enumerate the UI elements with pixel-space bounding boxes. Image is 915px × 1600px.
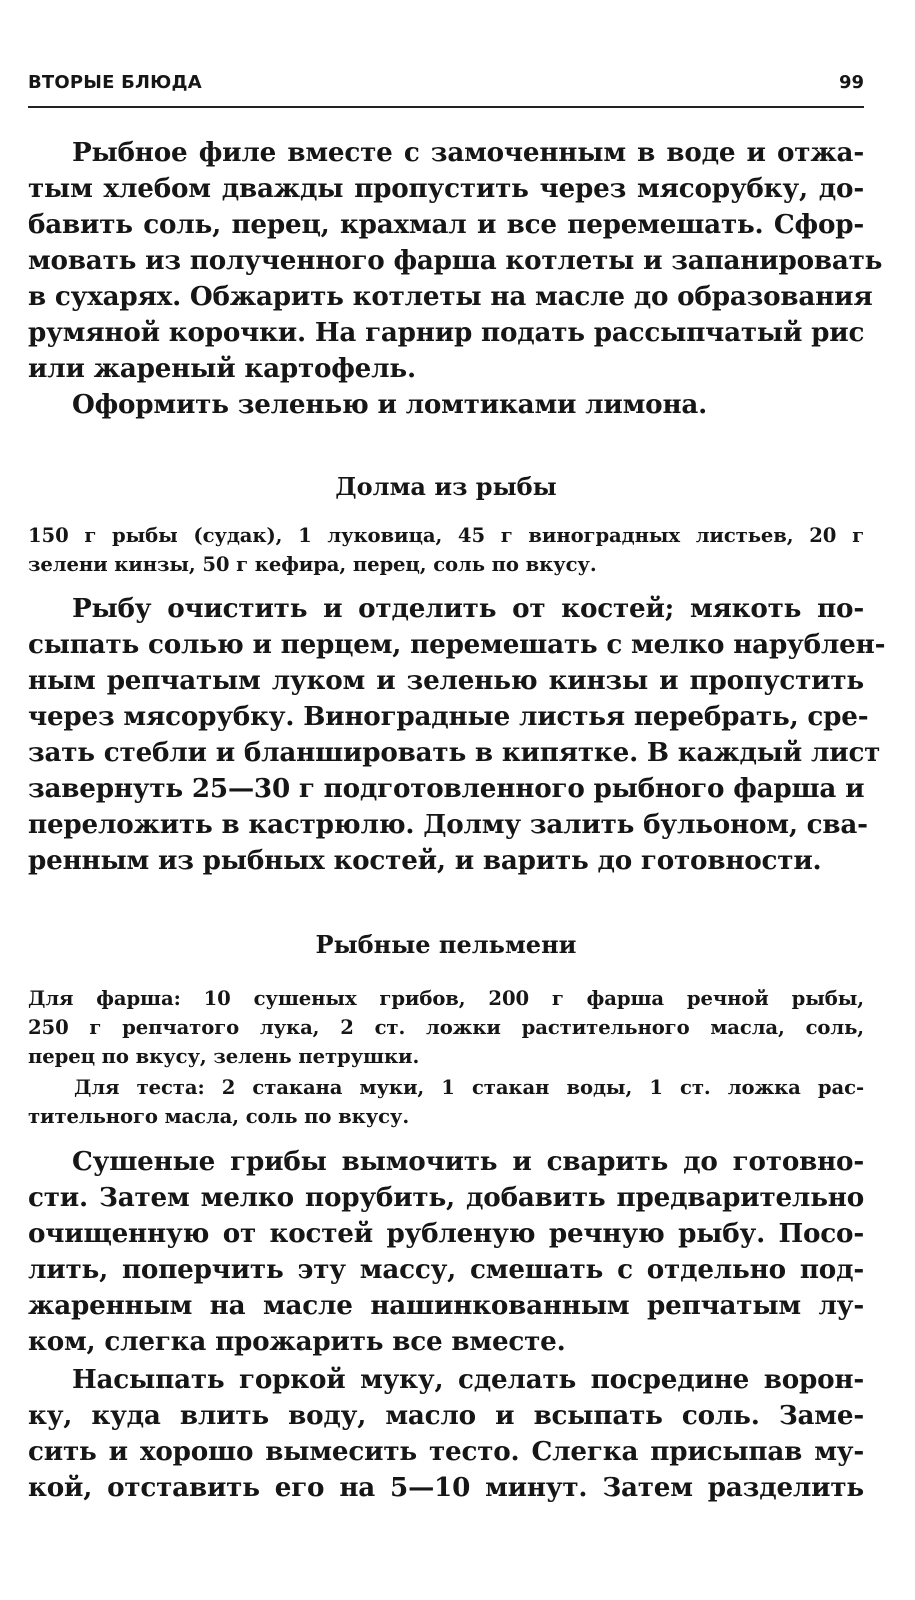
recipe-title-dolma: Долма из рыбы: [335, 472, 557, 501]
text-line: Насыпать горкой муку, сделать посредине ворон-: [72, 1364, 864, 1395]
text-line: Рыбное филе вместе с замоченным в воде и отжа-: [72, 137, 864, 168]
text-line: или жареный картофель.: [28, 353, 416, 384]
text-line: переложить в кастрюлю. Долму залить бульоном, сва-: [28, 809, 868, 840]
text-line: ком, слегка прожарить все вместе.: [28, 1326, 566, 1357]
method-pelmeni-dough: [28, 1362, 864, 1506]
ingredient-line: перец по вкусу, зелень петрушки.: [28, 1045, 420, 1068]
intro-garnish-paragraph: [28, 387, 864, 423]
text-line: ку, куда влить воду, масло и всыпать соль. Заме-: [28, 1400, 864, 1431]
intro-paragraph: [28, 135, 883, 387]
text-line: румяной корочки. На гарнир подать рассыпчатый рис: [28, 317, 865, 348]
text-line: сить и хорошо вымесить тесто. Слегка присыпав му-: [28, 1436, 864, 1467]
running-head: [28, 70, 864, 98]
text-line: жаренным на масле нашинкованным репчатым лу-: [28, 1290, 864, 1321]
text-line: зать стебли и бланшировать в кипятке. В каждый лист: [28, 737, 881, 768]
text-line: лить, поперчить эту массу, смешать с отдельно под-: [28, 1254, 864, 1285]
ingredient-line: тительного масла, соль по вкусу.: [28, 1105, 410, 1128]
ingredient-line: 250 г репчатого лука, 2 ст. ложки растительного масла, соль,: [28, 1016, 864, 1039]
text-line: тым хлебом дважды пропустить через мясорубку, до-: [28, 173, 864, 204]
text-line: ным репчатым луком и зеленью кинзы и пропустить: [28, 665, 864, 696]
text-line: Рыбу очистить и отделить от костей; мякоть по-: [72, 593, 864, 624]
header-rule: [28, 106, 864, 108]
text-line: через мясорубку. Виноградные листья перебрать, сре-: [28, 701, 869, 732]
text-line: Оформить зеленью и ломтиками лимона.: [72, 389, 708, 420]
text-line: завернуть 25—30 г подготовленного рыбного фарша и: [28, 773, 865, 804]
text-line: бавить соль, перец, крахмал и все перемешать. Сфор-: [28, 209, 864, 240]
method-pelmeni-filling: [28, 1144, 864, 1360]
ingredient-line: 150 г рыбы (судак), 1 луковица, 45 г виноградных листьев, 20 г: [28, 524, 864, 547]
running-title: ВТОРЫЕ БЛЮДА: [28, 72, 202, 93]
text-line: ренным из рыбных костей, и варить до готовности.: [28, 845, 822, 876]
ingredients-filling: [28, 984, 864, 1071]
ingredient-line: Для фарша: 10 сушеных грибов, 200 г фарша речной рыбы,: [28, 987, 864, 1010]
text-line: кой, отставить его на 5—10 минут. Затем разделить: [28, 1472, 864, 1503]
text-line: в сухарях. Обжарить котлеты на масле до образования: [28, 281, 873, 312]
text-line: сыпать солью и перцем, перемешать с мелко нарублен-: [28, 629, 886, 660]
page-number: 99: [838, 72, 864, 93]
ingredients-dolma: [28, 521, 864, 579]
ingredients-dough: [28, 1073, 864, 1131]
text-line: Сушеные грибы вымочить и сварить до готовно-: [72, 1146, 864, 1177]
ingredient-line: зелени кинзы, 50 г кефира, перец, соль по вкусу.: [28, 553, 597, 576]
text-line: сти. Затем мелко порубить, добавить предварительно: [28, 1182, 864, 1213]
text-line: мовать из полученного фарша котлеты и запанировать: [28, 245, 883, 276]
method-dolma: [28, 591, 886, 879]
ingredient-line: Для теста: 2 стакана муки, 1 стакан воды, 1 ст. ложка рас-: [74, 1076, 864, 1099]
text-line: очищенную от костей рубленую речную рыбу. Посо-: [28, 1218, 864, 1249]
recipe-title-pelmeni: Рыбные пельмени: [315, 930, 577, 959]
